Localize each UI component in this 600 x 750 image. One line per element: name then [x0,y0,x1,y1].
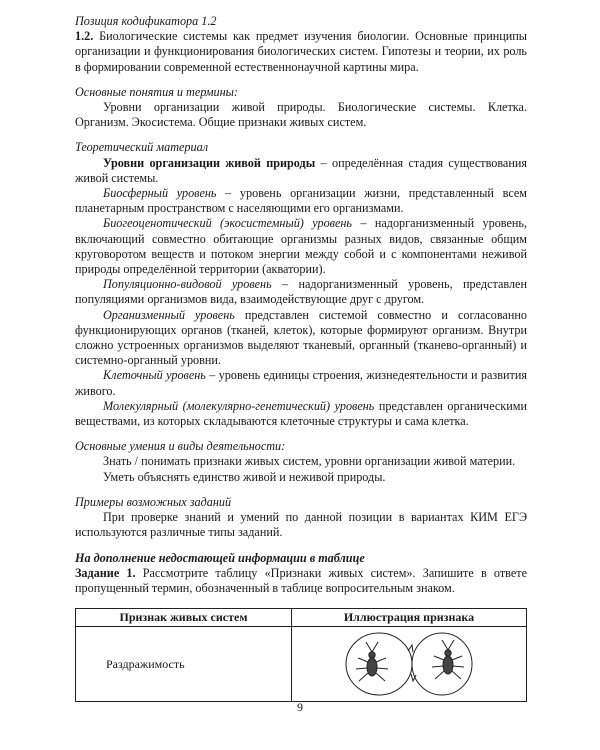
level-molecular [75,399,527,429]
level-desc: представлен системой совместно и согласованно функционирующих органов (тканей, клеток), которые формируют организм. Внутри сложно устроенных организмов выделяют тканевый, органный (тканево-органный) и системно-органный уровни. [75,307,527,368]
position-text [75,29,527,75]
level-population [75,277,527,307]
level-term: Популяционно-видовой уровень [103,277,272,292]
task-label: Задание 1. [75,565,136,580]
level-desc: – надорганизменный уровень, представлен популяциями организмов вида, взаимодействующие друг с другом. [75,277,527,307]
level-term: Клеточный уровень [103,368,206,383]
level-biosphere [75,186,527,216]
position-number: 1.2. [75,29,94,44]
right-motion-circle [411,633,472,695]
level-desc: – надорганизменный уровень, включающий совместно обитающие организмы разных видов, связанные общим круговоротом веществ и потоком энергии между собой и с компонентами неживой природы определённой территории (акватории). [75,216,528,277]
illustration-cell [292,627,527,702]
signs-table [75,608,527,702]
concepts-heading: Основные понятия и термины: [75,84,238,99]
level-term: Молекулярный (молекулярно-генетический) уровень [103,398,375,413]
theory-intro-rest: – определённая стадия существования живой системы. [75,155,527,185]
level-term: Биосферный уровень [103,186,217,201]
position-body: Биологические системы как предмет изучения биологии. Основные принципы организации и функционирования биологических систем. Гипотезы и теории, их роль в формировании современной естественнонаучной картины мира. [75,29,527,74]
header-sign: Признак живых систем [76,609,292,627]
page-content [75,14,527,702]
insect-right-icon [432,640,464,679]
table-header-row [76,609,527,627]
skills-line-2: Уметь объяснять единство живой и неживой природы. [103,469,386,484]
examples-text: При проверке знаний и умений по данной позиции в вариантах КИМ ЕГЭ используются различные типы заданий. [75,510,527,540]
position-heading: Позиция кодификатора 1.2 [75,14,217,28]
level-desc: – уровень единицы строения, жизнедеятельности и развития живого. [75,368,527,398]
sign-cell: Раздражимость [76,627,292,702]
examples-heading: Примеры возможных заданий [75,494,232,509]
skills-line-1: Знать / понимать признаки живых систем, уровни организации живой материи. [103,454,516,469]
level-desc: – уровень организации жизни, представленный всем планетарным пространством с населяющими его организмами. [75,186,527,216]
level-organism [75,308,527,369]
level-desc: представлен органическими веществами, из которых складываются клеточные структуры и сама клетка. [75,398,527,429]
theory-intro [75,156,527,186]
level-ecosystem [75,216,527,277]
insect-left-icon [356,642,388,681]
task-body: Рассмотрите таблицу «Признаки живых систем». Запишите в ответе пропущенный термин, обозначенный в таблице вопросительным знаком. [75,565,527,595]
insect-illustration [324,629,494,699]
concepts-text: Уровни организации живой природы. Биологические системы. Клетка. Организм. Экосистема. Общие признаки живых систем. [75,100,527,130]
header-illustration: Иллюстрация признака [292,609,527,627]
table-row [76,627,527,702]
page-number: 9 [297,700,303,714]
task-text [75,566,527,596]
theory-intro-term: Уровни организации живой природы [103,155,316,170]
level-term: Организменный уровень [103,307,235,322]
level-cell [75,368,527,398]
skills-heading: Основные умения и виды деятельности: [75,439,286,454]
task-heading: На дополнение недостающей информации в таблице [75,550,365,565]
level-term: Биогеоценотический (экосистемный) уровень [103,216,352,231]
theory-heading: Теоретический материал [75,140,209,155]
left-motion-circle [346,633,413,695]
